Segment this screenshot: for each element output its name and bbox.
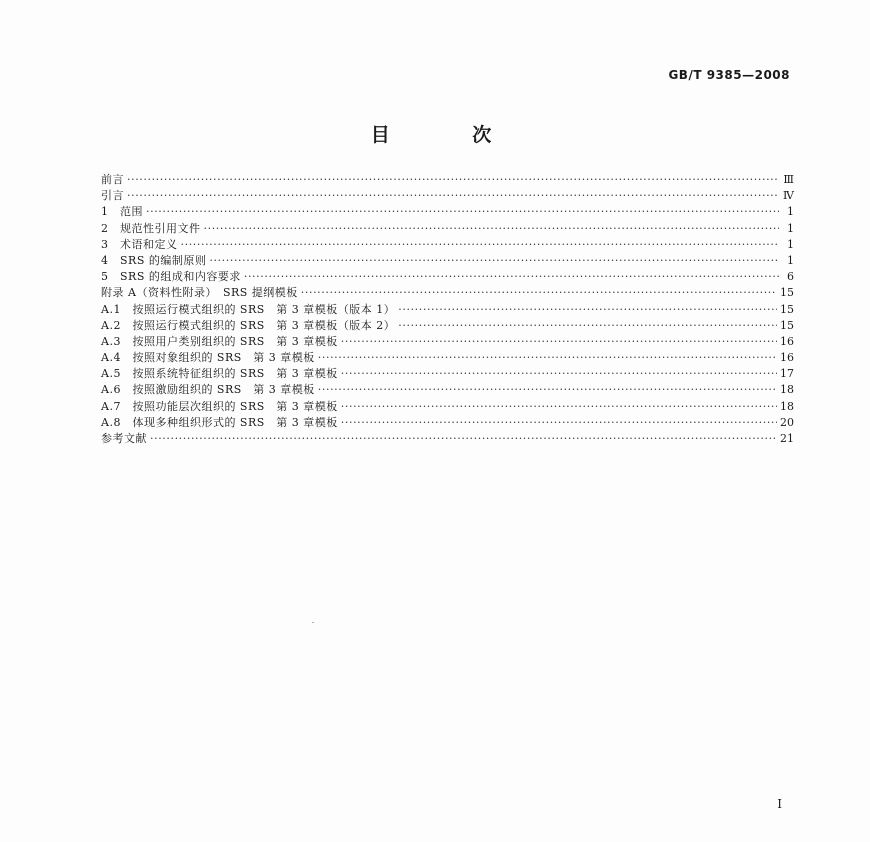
toc-entry-label: 4 SRS 的编制原则 xyxy=(101,253,207,267)
toc-entry[interactable] xyxy=(101,204,794,220)
toc-entry-label: 3 术语和定义 xyxy=(101,237,178,251)
page-number: I xyxy=(777,797,782,811)
table-of-contents xyxy=(101,172,794,447)
dot-leader xyxy=(341,334,777,350)
dot-leader xyxy=(341,415,777,431)
toc-entry-label: 引言 xyxy=(101,189,124,203)
toc-entry[interactable] xyxy=(101,188,794,204)
toc-entry[interactable] xyxy=(101,366,794,382)
dot-leader xyxy=(150,431,777,447)
dot-leader xyxy=(341,366,777,382)
toc-entry-label: A.8 体现多种组织形式的 SRS 第 3 章模板 xyxy=(101,415,338,429)
toc-entry-page: 18 xyxy=(780,399,794,413)
standard-code: GB/T 9385—2008 xyxy=(668,68,790,82)
toc-entry[interactable] xyxy=(101,172,794,188)
toc-entry-page: 1 xyxy=(787,253,794,267)
dot-leader xyxy=(127,172,779,188)
toc-entry-label: 5 SRS 的组成和内容要求 xyxy=(101,270,241,284)
toc-entry-page: 16 xyxy=(780,351,794,365)
dot-leader xyxy=(204,221,780,237)
toc-entry-page: Ⅲ xyxy=(783,173,794,186)
toc-entry-page: 15 xyxy=(780,286,794,300)
dot-leader xyxy=(181,237,780,253)
dot-leader xyxy=(398,318,777,334)
toc-entry-label: A.4 按照对象组织的 SRS 第 3 章模板 xyxy=(101,351,315,365)
toc-entry[interactable] xyxy=(101,285,794,301)
toc-entry[interactable] xyxy=(101,253,794,269)
toc-entry-page: 20 xyxy=(780,415,794,429)
dot-leader xyxy=(301,285,777,301)
toc-entry-label: A.7 按照功能层次组织的 SRS 第 3 章模板 xyxy=(101,399,338,413)
toc-entry-page: 6 xyxy=(787,270,794,284)
toc-entry-label: 附录 A（资料性附录） SRS 提纲模板 xyxy=(101,286,298,300)
toc-entry-label: 2 规范性引用文件 xyxy=(101,221,201,235)
toc-entry[interactable] xyxy=(101,431,794,447)
toc-entry-label: A.5 按照系统特征组织的 SRS 第 3 章模板 xyxy=(101,367,338,381)
toc-entry[interactable] xyxy=(101,318,794,334)
toc-entry-label: 1 范围 xyxy=(101,205,143,219)
dot-leader xyxy=(127,188,779,204)
toc-entry-page: 1 xyxy=(787,205,794,219)
toc-entry[interactable] xyxy=(101,334,794,350)
dot-leader xyxy=(398,302,777,318)
toc-entry[interactable] xyxy=(101,415,794,431)
dot-leader xyxy=(318,382,777,398)
dot-leader xyxy=(341,399,777,415)
toc-entry-label: A.1 按照运行模式组织的 SRS 第 3 章模板（版本 1） xyxy=(101,302,396,316)
dot-leader xyxy=(146,204,779,220)
toc-entry-page: 21 xyxy=(780,432,794,445)
toc-entry[interactable] xyxy=(101,382,794,398)
toc-entry-label: 前言 xyxy=(101,173,124,186)
toc-entry[interactable] xyxy=(101,269,794,285)
toc-entry-label: A.6 按照激励组织的 SRS 第 3 章模板 xyxy=(101,383,315,397)
dot-leader xyxy=(318,350,777,366)
toc-entry-page: 1 xyxy=(787,237,794,251)
toc-entry[interactable] xyxy=(101,399,794,415)
page-title: 目 次 xyxy=(370,124,530,146)
toc-entry-page: 16 xyxy=(780,334,794,348)
toc-entry-page: 15 xyxy=(780,302,794,316)
toc-entry[interactable] xyxy=(101,237,794,253)
toc-entry-page: 15 xyxy=(780,318,794,332)
toc-entry-page: 18 xyxy=(780,383,794,397)
toc-entry[interactable] xyxy=(101,221,794,237)
dot-leader xyxy=(244,269,779,285)
toc-entry-label: A.2 按照运行模式组织的 SRS 第 3 章模板（版本 2） xyxy=(101,318,396,332)
toc-entry[interactable] xyxy=(101,302,794,318)
toc-entry-page: 17 xyxy=(780,367,794,381)
toc-entry-page: 1 xyxy=(787,221,794,235)
toc-entry-label: A.3 按照用户类别组织的 SRS 第 3 章模板 xyxy=(101,334,338,348)
toc-entry[interactable] xyxy=(101,350,794,366)
toc-entry-label: 参考文献 xyxy=(101,432,147,445)
scan-speck xyxy=(312,622,314,623)
dot-leader xyxy=(209,253,779,269)
toc-entry-page: Ⅳ xyxy=(783,189,794,203)
